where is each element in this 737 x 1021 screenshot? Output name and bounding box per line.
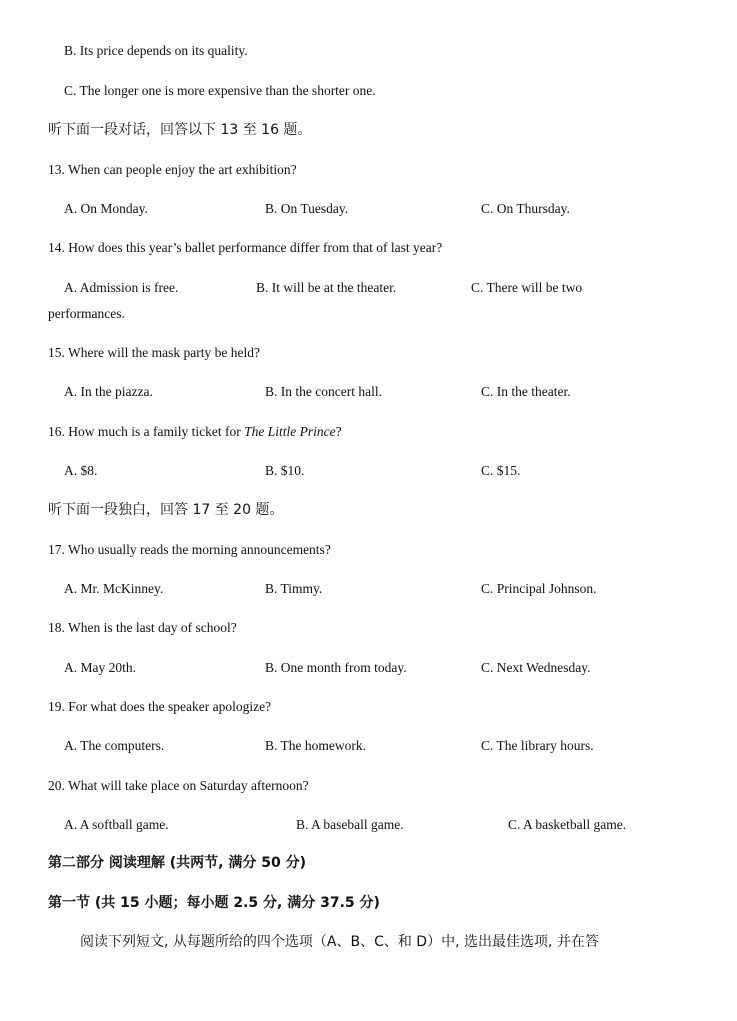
question-15-option-b: B. In the concert hall. [265,384,382,399]
section-one-title: 第一节 (共 15 小题；每小题 2.5 分, 满分 37.5 分) [48,895,380,911]
question-14-option-a: A. Admission is free. [64,280,179,295]
question-18-option-a: A. May 20th. [64,660,136,675]
question-13-stem: 13. When can people enjoy the art exhibition? [48,162,297,177]
question-16-option-a: A. $8. [64,463,98,478]
question-14-option-c: C. There will be two [471,280,583,295]
question-20-option-b: B. A baseball game. [296,817,404,832]
question-13-option-c: C. On Thursday. [481,201,570,216]
question-15-stem: 15. Where will the mask party be held? [48,345,260,360]
question-14-option-b: B. It will be at the theater. [256,280,397,295]
reading-instructions: 阅读下列短文, 从每题所给的四个选项（A、B、C、和 D）中, 选出最佳选项, 并在答 [80,934,599,950]
question-16-stem-end: ? [335,424,342,439]
question-19-stem: 19. For what does the speaker apologize? [48,699,272,714]
question-17-stem: 17. Who usually reads the morning announcements? [48,542,331,557]
question-20-option-c: C. A basketball game. [508,817,627,832]
prev-option-b: B. Its price depends on its quality. [64,43,248,58]
question-14-option-c-continued: performances. [48,306,125,321]
question-17-option-a: A. Mr. McKinney. [64,581,164,596]
question-15-option-a: A. In the piazza. [64,384,153,399]
question-18-option-c: C. Next Wednesday. [481,660,591,675]
question-16-stem-text: 16. How much is a family ticket for [48,424,245,439]
section-monologue-heading: 听下面一段独白，回答 17 至 20 题。 [48,502,284,518]
question-16-book-title: The Little Prince [244,424,336,439]
part-two-title: 第二部分 阅读理解 (共两节, 满分 50 分) [48,855,306,871]
question-13-option-a: A. On Monday. [64,201,148,216]
question-19-option-b: B. The homework. [265,738,366,753]
question-19-option-a: A. The computers. [64,738,165,753]
question-16-stem [48,423,342,441]
question-17-option-c: C. Principal Johnson. [481,581,597,596]
section-dialogue-heading: 听下面一段对话，回答以下 13 至 16 题。 [48,122,312,138]
question-17-option-b: B. Timmy. [265,581,323,596]
question-13-option-b: B. On Tuesday. [265,201,349,216]
question-18-option-b: B. One month from today. [265,660,407,675]
question-14-stem: 14. How does this year’s ballet performance differ from that of last year? [48,240,443,255]
prev-option-c: C. The longer one is more expensive than the shorter one. [64,83,376,98]
question-19-option-c: C. The library hours. [481,738,594,753]
question-15-option-c: C. In the theater. [481,384,571,399]
question-18-stem: 18. When is the last day of school? [48,620,237,635]
question-20-stem: 20. What will take place on Saturday afternoon? [48,778,309,793]
question-16-option-c: C. $15. [481,463,521,478]
question-16-option-b: B. $10. [265,463,305,478]
question-20-option-a: A. A softball game. [64,817,169,832]
